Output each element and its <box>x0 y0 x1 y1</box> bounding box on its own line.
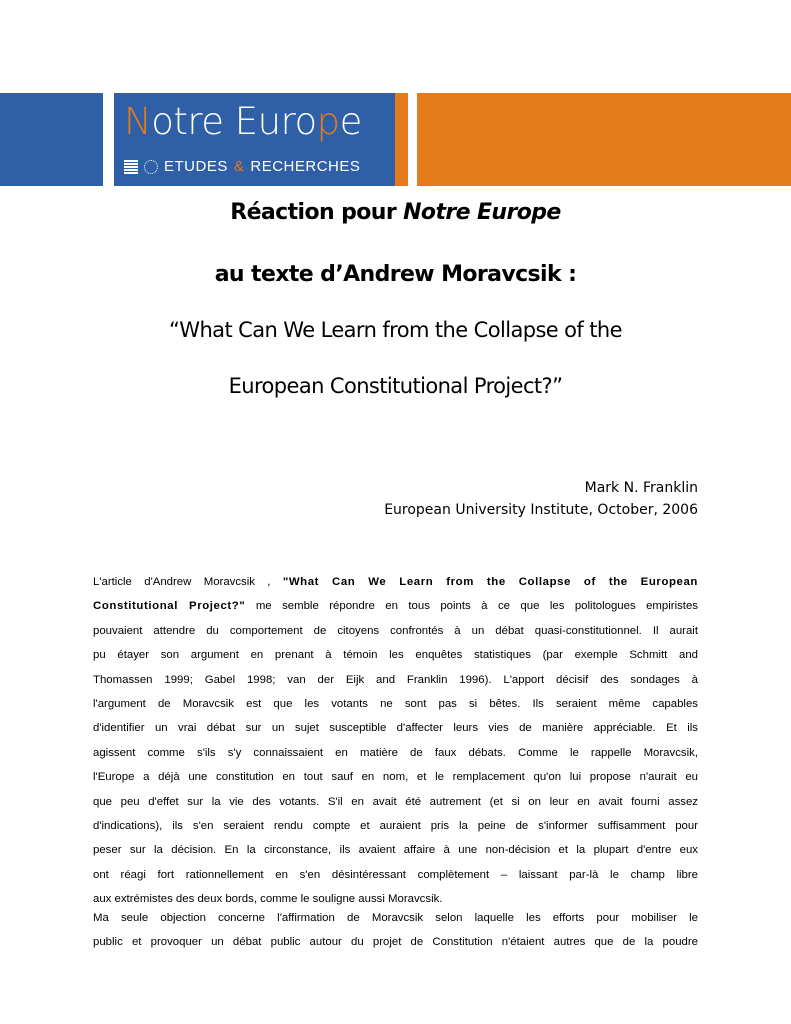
text-line: que peu d'effet sur la vie des votants. S'il en avait été autrement (et si on leur en avait fourni assez <box>93 795 698 808</box>
logo-text: otre Euro <box>151 100 317 143</box>
text-line: Ma seule objection concerne l'affirmation de Moravcsik selon laquelle les efforts pour mobiliser le <box>93 912 698 924</box>
logo-text: e <box>339 100 362 143</box>
text-line <box>93 570 698 594</box>
subtitle-text: RECHERCHES <box>250 158 361 175</box>
subtitle-text: ETUDES <box>164 158 228 175</box>
notre-europe-logo <box>124 100 362 143</box>
logo-letter: p <box>316 100 340 143</box>
eu-stars-icon <box>144 160 158 174</box>
paragraph-2 <box>93 906 698 955</box>
title-line-1 <box>0 200 791 225</box>
subtitle-amp: & <box>233 158 245 175</box>
text-line: l'Europe a déjà une constitution en tout sauf en nom, et le remplacement qu'on lui propose n'aurait eu <box>93 771 698 784</box>
author-name: Mark N. Franklin <box>584 480 698 496</box>
text-line: d'indications), ils s'en seraient rendu compte et auraient pris la peine de s'informer suffisamment pour <box>93 819 698 832</box>
text-line: pouvaient attendre du comportement de citoyens confrontés à un débat quasi-constitutionnel. Il aurait <box>93 624 698 637</box>
text-line: d'identifier un vrai débat sur un sujet susceptible d'affecter leurs vies de manière appréciable. Et ils <box>93 722 698 735</box>
title-text: Réaction pour <box>230 200 404 225</box>
text-line: public et provoquer un débat public autour du projet de Constitution n'étaient autres que de la poudre <box>93 936 698 949</box>
text-line <box>93 594 698 618</box>
article-title: Constitutional Project?" <box>93 600 246 613</box>
text-line: aux extrémistes des deux bords, comme le souligne aussi Moravcsik. <box>93 893 443 906</box>
author-affiliation: European University Institute, October, 2006 <box>384 502 698 518</box>
banner-orange-strip <box>395 93 408 186</box>
title-italic: Notre Europe <box>403 200 561 225</box>
banner-orange-block <box>417 93 791 186</box>
logo-subtitle <box>124 158 360 175</box>
text-line: pu étayer son argument en prenant à témoin les enquêtes statistiques (par exemple Schmitt and <box>93 649 698 662</box>
article-title: "What Can We Learn from the Collapse of the European <box>282 576 698 588</box>
title-line-3: “What Can We Learn from the Collapse of the <box>169 318 622 342</box>
text-line: l'argument de Moravcsik est que les votants ne sont pas si bêtes. Ils seraient même capables <box>93 697 698 710</box>
text: L'article d'Andrew Moravcsik , <box>93 576 283 588</box>
text-line: Thomassen 1999; Gabel 1998; van der Eijk and Franklin 1996). L'apport décisif des sondages à <box>93 673 698 686</box>
paragraph-1 <box>93 570 698 911</box>
text: me semble répondre en tous points à ce que les politologues empiristes <box>245 600 698 613</box>
title-line-4: European Constitutional Project?” <box>228 374 563 398</box>
text-line: peser sur la décision. En la circonstance, ils avaient affaire à une non-décision et la plupart d'entre eux <box>93 844 698 857</box>
title-line-2: au texte d’Andrew Moravcsik : <box>214 262 577 287</box>
document-icon <box>124 160 138 174</box>
logo-letter: N <box>124 100 152 143</box>
text-line: ont réagi fort rationnellement en s'en désintéressant complètement – laissant par-là le champ libre <box>93 868 698 881</box>
text-line: agissent comme s'ils s'y connaissaient en matière de faux débats. Comme le rappelle Moravcsik, <box>93 746 698 759</box>
banner-blue-block <box>0 93 103 186</box>
